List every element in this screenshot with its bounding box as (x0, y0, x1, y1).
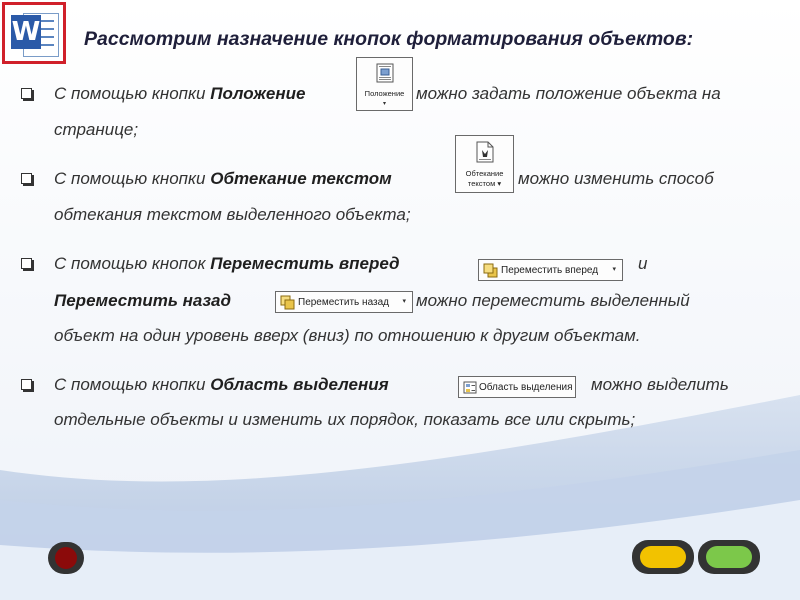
item-1-keyword: Положение (210, 84, 306, 103)
text-wrap-button[interactable] (455, 135, 514, 193)
item-4-line-1-end: можно выделить (591, 375, 729, 394)
item-3-line-1: С помощью кнопок Переместить вперед (54, 254, 400, 273)
selection-pane-label: Область выделения (479, 382, 573, 393)
item-3-conjunction: и (638, 254, 648, 273)
item-4-line-2: отдельные объекты и изменить их порядок, показать все или скрыть; (54, 410, 636, 429)
item-4-keyword: Область выделения (210, 375, 389, 394)
item-1-line-2: странице; (54, 120, 139, 139)
item-2-keyword: Обтекание текстом (210, 169, 392, 188)
text-wrap-label-2: текстом ▾ (467, 179, 502, 188)
item-1-line-1-end: можно задать положение объекта на (416, 84, 721, 103)
text-wrap-icon (476, 141, 494, 163)
word-letter-icon: W (11, 17, 41, 47)
item-2-line-1: С помощью кнопки Обтекание текстом (54, 169, 392, 188)
item-3-line-2-end: можно переместить выделенный (416, 291, 690, 310)
item-3-line-2 (54, 291, 231, 311)
item-3-keyword-2: Переместить назад (54, 291, 232, 310)
item-4-line-1: С помощью кнопки Область выделения (54, 375, 389, 394)
bring-forward-label: Переместить вперед (501, 265, 599, 276)
item-3-keyword-1: Переместить вперед (210, 254, 400, 273)
bullet-icon (21, 258, 32, 269)
slide-title: Рассмотрим назначение кнопок форматирования объектов: (84, 28, 694, 50)
position-button-label: Положение (364, 89, 405, 98)
position-button[interactable] (356, 57, 413, 111)
stop-icon (55, 547, 77, 569)
bring-forward-icon (483, 263, 498, 278)
nav-stop-button[interactable] (48, 542, 84, 574)
position-icon (376, 63, 394, 83)
bullet-icon (21, 379, 32, 390)
nav-next-button[interactable] (698, 540, 760, 574)
chevron-down-icon: ▾ (382, 101, 386, 107)
bullet-icon (21, 173, 32, 184)
bullet-icon (21, 88, 32, 99)
send-backward-label: Переместить назад (298, 297, 389, 308)
chevron-down-icon: ▾ (402, 298, 406, 305)
chevron-down-icon: ▾ (612, 266, 616, 273)
bring-forward-button[interactable] (478, 259, 623, 281)
item-2-line-2: обтекания текстом выделенного объекта; (54, 205, 411, 224)
selection-pane-button[interactable] (458, 376, 576, 398)
word-logo (2, 2, 66, 64)
send-backward-icon (280, 295, 295, 310)
item-1-line-1: С помощью кнопки Положение (54, 84, 306, 103)
send-backward-button[interactable] (275, 291, 413, 313)
chevron-down-icon: ▾ (497, 179, 502, 188)
text-wrap-label-1: Обтекание (465, 169, 504, 178)
nav-prev-button[interactable] (632, 540, 694, 574)
item-3-line-3: объект на один уровень вверх (вниз) по отношению к другим объектам. (54, 326, 641, 345)
next-icon (706, 546, 752, 568)
item-2-line-1-end: можно изменить способ (518, 169, 714, 188)
prev-icon (640, 546, 686, 568)
selection-pane-icon (463, 380, 478, 395)
